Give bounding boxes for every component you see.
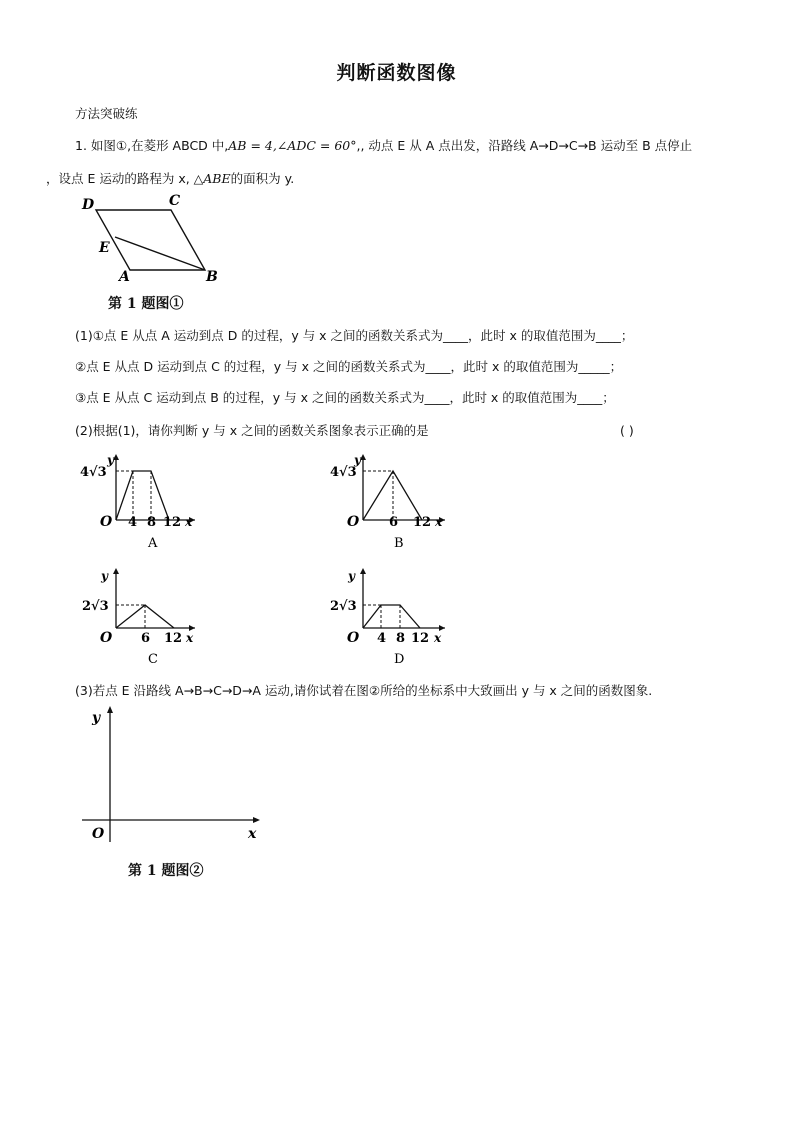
question-text: ,, 动点 E 从 A 点出发，沿路线 A→D→C→B 运动至 B 点停止 <box>356 138 693 153</box>
option-label: A <box>148 536 158 551</box>
y-value-label: 4√3 <box>80 465 107 480</box>
rhombus-shape <box>96 210 205 270</box>
question-text: 的面积为 y. <box>230 171 295 186</box>
x-axis-arrow-icon <box>253 817 260 823</box>
function-curve <box>363 605 420 628</box>
question-line-2 <box>46 173 294 186</box>
y-axis-arrow-icon <box>107 706 113 713</box>
part-1-2: ②点 E 从点 D 运动到点 C 的过程，y 与 x 之间的函数关系式为____，此时 x 的取值范围为_____； <box>75 359 623 374</box>
y-value-label: 2√3 <box>330 599 357 614</box>
option-d-graph <box>330 564 465 674</box>
rhombus-figure <box>75 190 235 290</box>
x-tick: 6 <box>141 631 151 646</box>
x-tick: 12 <box>164 631 183 646</box>
y-axis-arrow-icon <box>113 568 119 574</box>
x-axis-label: x <box>435 515 443 529</box>
question-line-1 <box>75 140 692 153</box>
y-axis-label: y <box>354 453 361 467</box>
part-1-3: ③点 E 从点 C 运动到点 B 的过程，y 与 x 之间的函数关系式为____，此时 x 的取值范围为____； <box>75 390 615 405</box>
x-axis-label: x <box>248 826 257 842</box>
page-title: 判断函数图像 <box>336 62 457 84</box>
option-label: B <box>394 536 404 551</box>
vertex-c: C <box>169 193 181 209</box>
part-1-1: (1)①点 E 从点 A 运动到点 D 的过程，y 与 x 之间的函数关系式为____，此时 x 的取值范围为____； <box>75 328 634 343</box>
vertex-d: D <box>82 197 95 213</box>
x-axis-label: x <box>186 631 194 645</box>
y-axis-label: y <box>101 569 108 583</box>
option-b-graph <box>330 448 465 558</box>
origin-label: O <box>347 630 360 646</box>
x-axis-label: x <box>434 631 442 645</box>
origin-label: O <box>347 514 360 530</box>
part-2: (2)根据(1)，请你判断 y 与 x 之间的函数关系图象表示正确的是 <box>75 423 429 438</box>
origin-label: O <box>100 514 113 530</box>
y-axis-arrow-icon <box>360 568 366 574</box>
blank-coordinate-system <box>80 700 270 850</box>
y-value-label: 4√3 <box>330 465 357 480</box>
option-a-graph <box>80 448 215 558</box>
x-tick: 8 <box>396 631 406 646</box>
y-axis-label: y <box>348 569 355 583</box>
section-heading: 方法突破练 <box>75 106 138 121</box>
x-tick: 4 <box>377 631 387 646</box>
question-math: AB = 4,∠ADC = 60° <box>228 138 357 153</box>
function-curve <box>116 471 169 520</box>
vertex-e: E <box>99 240 110 256</box>
y-axis-label: y <box>92 710 101 726</box>
y-axis-label: y <box>107 453 114 467</box>
part-3: (3)若点 E 沿路线 A→B→C→D→A 运动,请你试着在图②所给的坐标系中大致画出 y 与 x 之间的函数图象. <box>75 683 653 698</box>
x-tick: 4 <box>128 515 138 530</box>
origin-label: O <box>92 826 105 842</box>
question-math: ABE <box>203 171 231 186</box>
question-text: ，设点 E 运动的路程为 x, △ <box>46 171 204 186</box>
y-value-label: 2√3 <box>82 599 109 614</box>
x-tick: 12 <box>413 515 432 530</box>
option-label: D <box>394 652 405 667</box>
figure-2-caption: 第 1 题图② <box>128 863 204 879</box>
question-text: 1. 如图①,在菱形 ABCD 中, <box>75 138 229 153</box>
answer-blank: ( ) <box>620 423 634 438</box>
vertex-b: B <box>206 269 218 285</box>
x-tick: 12 <box>163 515 182 530</box>
figure-1-caption: 第 1 题图① <box>108 296 184 312</box>
vertex-a: A <box>119 269 130 285</box>
x-axis-label: x <box>185 515 193 529</box>
origin-label: O <box>100 630 113 646</box>
x-tick: 12 <box>411 631 430 646</box>
option-c-graph <box>80 564 215 674</box>
x-tick: 6 <box>389 515 399 530</box>
x-tick: 8 <box>147 515 157 530</box>
option-label: C <box>148 652 158 667</box>
segment-eb <box>115 237 205 270</box>
